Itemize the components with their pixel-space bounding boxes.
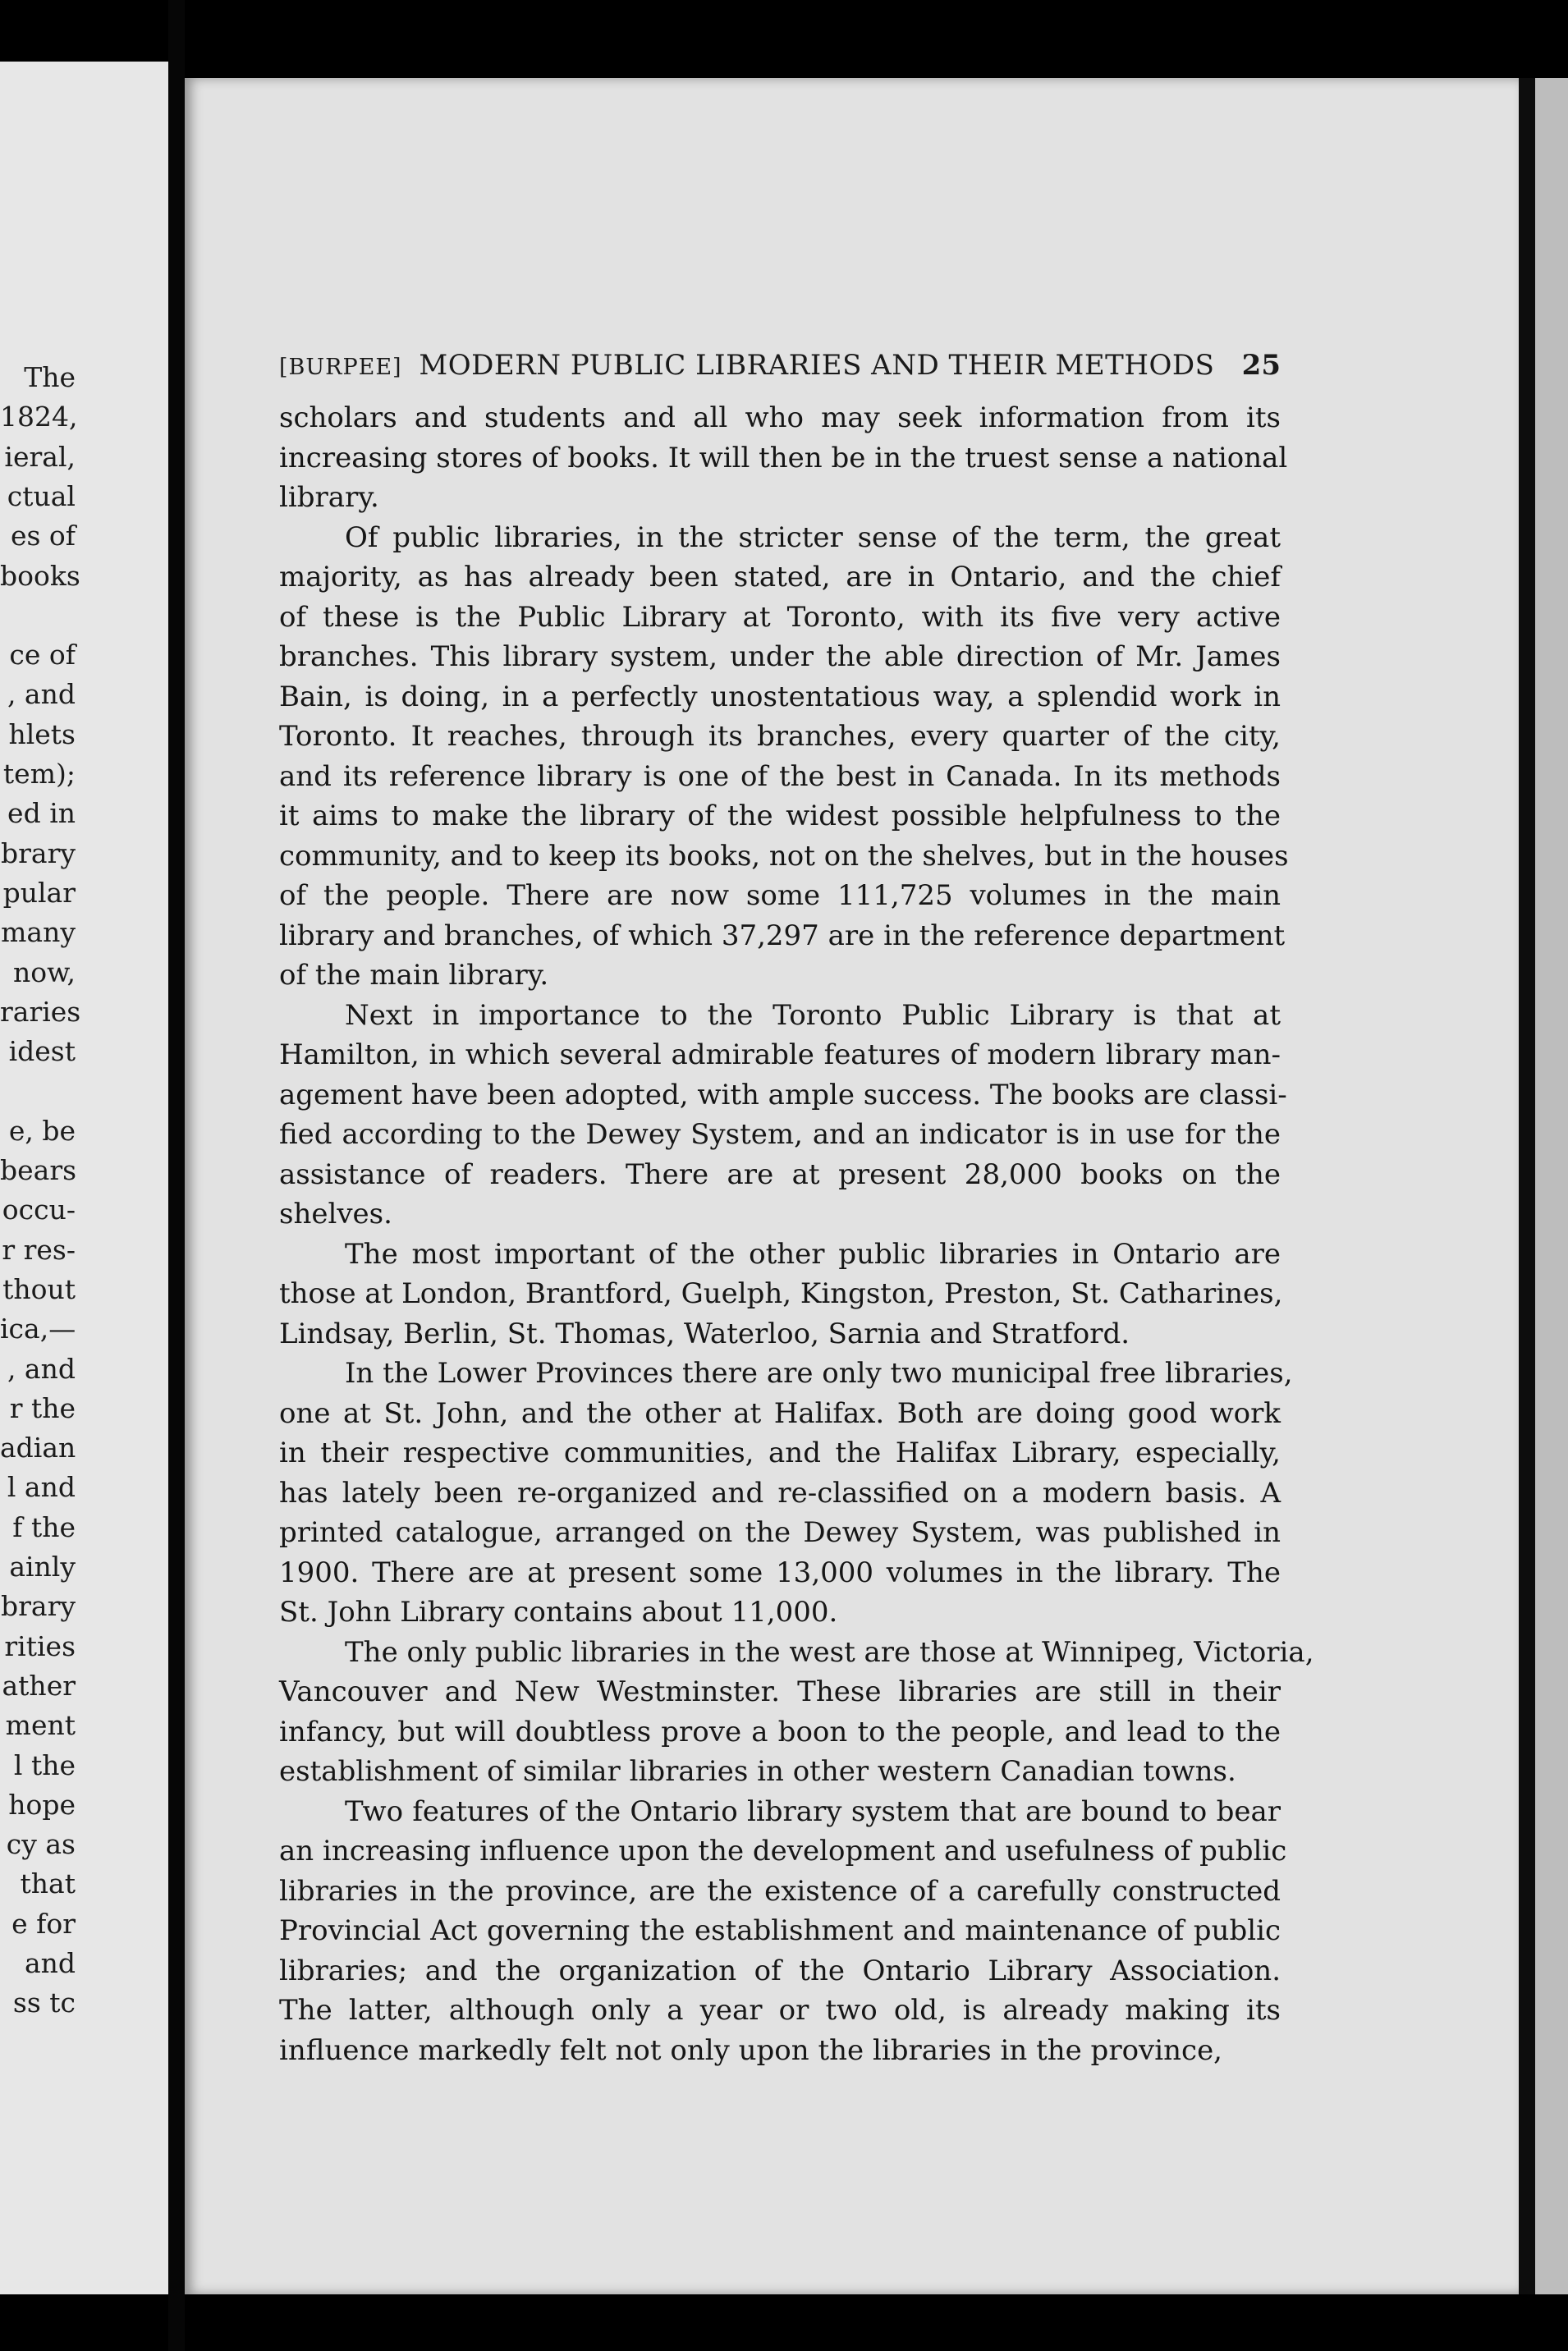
- left-page-fragment: many: [1, 916, 76, 949]
- left-page-fragment: r res-: [2, 1233, 76, 1266]
- text-line: shelves.: [279, 1198, 392, 1230]
- left-page-fragment: pular: [2, 876, 76, 909]
- left-page-fragment: ieral,: [4, 440, 76, 473]
- text-line: Lindsay, Berlin, St. Thomas, Waterloo, Sarnia and Stratford.: [279, 1317, 1130, 1350]
- text-line: it aims to make the library of the widest possible helpfulness to the: [279, 800, 1281, 832]
- left-page-fragment: l and: [7, 1471, 76, 1504]
- left-page-fragment: hope: [8, 1788, 76, 1821]
- text-line: Of public libraries, in the stricter sense of the term, the great: [345, 520, 1281, 554]
- text-line: an increasing influence upon the development and usefulness of public: [279, 1835, 1287, 1868]
- body-text: [279, 398, 1314, 2070]
- text-line: The most important of the other public libraries in Ontario are: [345, 1237, 1281, 1271]
- text-line: scholars and students and all who may seek information from its: [279, 401, 1281, 434]
- left-page-fragment: e, be: [8, 1114, 76, 1147]
- text-line: branches. This library system, under the able direction of Mr. James: [279, 640, 1281, 673]
- left-page-fragment: e for: [11, 1907, 76, 1940]
- text-line: in their respective communities, and the Halifax Library, especially,: [279, 1437, 1281, 1469]
- left-page-fragment: The: [24, 361, 76, 393]
- text-line: majority, as has already been stated, are in Ontario, and the chief: [279, 561, 1281, 593]
- text-line: St. John Library contains about 11,000.: [279, 1596, 838, 1629]
- running-header: [279, 349, 1281, 382]
- page-edge-shadow: [1519, 78, 1535, 2294]
- left-page-fragment: ica,—: [0, 1313, 76, 1345]
- text-line: Vancouver and New Westminster. These libraries are still in their: [279, 1675, 1281, 1708]
- left-page-fragment: adian: [0, 1432, 76, 1464]
- text-line: The latter, although only a year or two old, is already making its: [279, 1994, 1281, 2027]
- left-page-fragment: tem);: [2, 758, 76, 790]
- text-line: increasing stores of books. It will then be in the truest sense a national: [279, 441, 1288, 474]
- left-page-fragment: ather: [2, 1669, 76, 1702]
- left-page-fragment: idest: [8, 1035, 76, 1068]
- left-page-fragment: cy as: [6, 1828, 76, 1861]
- text-line: and its reference library is one of the best in Canada. In its methods: [279, 759, 1281, 793]
- text-line: Next in importance to the Toronto Public Library is that at: [345, 998, 1281, 1032]
- left-page-fragment: ce of: [9, 639, 76, 671]
- text-line: fied according to the Dewey System, and an indicator is in use for the: [279, 1118, 1281, 1151]
- paragraph: [279, 1792, 1287, 2071]
- text-line: establishment of similar libraries in other western Canadian towns.: [279, 1755, 1236, 1788]
- text-line: influence markedly felt not only upon the libraries in the province,: [279, 2033, 1222, 2067]
- left-page-fragment: occu-: [2, 1194, 76, 1226]
- left-page-fragment: ss tc: [12, 1987, 76, 2019]
- text-line: library and branches, of which 37,297 are in the reference department: [279, 919, 1286, 952]
- left-page-fragment: ainly: [9, 1551, 76, 1583]
- text-line: Hamilton, in which several admirable features of modern library man-: [279, 1038, 1281, 1071]
- text-line: community, and to keep its books, not on the shelves, but in the houses: [279, 839, 1289, 873]
- running-title: MODERN PUBLIC LIBRARIES AND THEIR METHODS: [419, 349, 1215, 382]
- text-line: libraries; and the organization of the Ontario Library Association.: [279, 1954, 1281, 1987]
- left-page-fragment: thout: [2, 1272, 76, 1305]
- text-line: In the Lower Provinces there are only two municipal free libraries,: [345, 1357, 1293, 1390]
- text-line: one at St. John, and the other at Halifax. Both are doing good work: [279, 1396, 1281, 1430]
- left-page-fragment: es of: [10, 520, 76, 552]
- book-gutter: [168, 0, 185, 2351]
- text-line: Toronto. It reaches, through its branches, every quarter of the city,: [279, 720, 1281, 753]
- text-line: Bain, is doing, in a perfectly unostentatious way, a splendid work in: [279, 680, 1281, 713]
- text-line: library.: [279, 481, 379, 514]
- author-signature: [BURPEE]: [279, 355, 402, 380]
- text-line: assistance of readers. There are at present 28,000 books on the: [279, 1157, 1281, 1191]
- text-line: of these is the Public Library at Toronto, with its five very active: [279, 600, 1281, 634]
- text-line: printed catalogue, arranged on the Dewey System, was published in: [279, 1516, 1281, 1549]
- left-page-fragment: brary: [1, 836, 76, 869]
- text-line: of the main library.: [279, 959, 549, 992]
- left-page-fragment: f the: [12, 1510, 76, 1543]
- left-page-fragment: r the: [9, 1391, 76, 1424]
- paragraph: [279, 1633, 1314, 1792]
- left-page-fragment: ctual: [7, 479, 76, 512]
- left-page-fragment: 1824,: [0, 401, 78, 433]
- text-line: Two features of the Ontario library system that are bound to bear: [345, 1794, 1281, 1828]
- text-line: infancy, but will doubtless prove a boon to the people, and lead to the: [279, 1715, 1281, 1748]
- page-number: 25: [1241, 349, 1281, 382]
- left-page-fragment: brary: [1, 1590, 76, 1623]
- text-line: 1900. There are at present some 13,000 volumes in the library. The: [279, 1556, 1281, 1589]
- left-page-fragment: books: [0, 559, 80, 592]
- left-page-fragment: hlets: [8, 717, 76, 750]
- left-page-fragment: l the: [13, 1748, 76, 1781]
- paragraph: [279, 518, 1289, 996]
- paragraph: [279, 398, 1288, 518]
- paragraph: [279, 996, 1287, 1235]
- left-page-fragment: and: [24, 1947, 76, 1979]
- text-line: Provincial Act governing the establishment and maintenance of public: [279, 1914, 1281, 1947]
- paragraph: [279, 1235, 1281, 1354]
- paragraph: [279, 1354, 1293, 1633]
- left-page-fragment: now,: [13, 956, 76, 988]
- left-page-fragment: , and: [7, 1352, 76, 1385]
- text-line: The only public libraries in the west are those at Winnipeg, Victoria,: [345, 1635, 1314, 1669]
- left-page-fragment: ment: [5, 1709, 76, 1742]
- text-line: of the people. There are now some 111,725 volumes in the main: [279, 879, 1281, 912]
- left-page-fragment: ed in: [7, 797, 76, 830]
- left-page-fragment: , and: [7, 678, 76, 711]
- left-page-fragment: that: [20, 1868, 76, 1900]
- left-page-fragment: raries: [0, 995, 81, 1028]
- left-facing-page: [0, 62, 168, 2294]
- text-line: libraries in the province, are the existence of a carefully constructed: [279, 1874, 1281, 1908]
- text-line: agement have been adopted, with ample success. The books are classi-: [279, 1078, 1287, 1111]
- scan-right-margin: [1535, 78, 1568, 2294]
- text-line: those at London, Brantford, Guelph, Kingston, Preston, St. Catharines,: [279, 1277, 1283, 1310]
- left-page-fragment: rities: [4, 1629, 76, 1662]
- left-page-fragment: bears: [0, 1154, 77, 1186]
- text-line: has lately been re-organized and re-classified on a modern basis. A: [279, 1476, 1281, 1510]
